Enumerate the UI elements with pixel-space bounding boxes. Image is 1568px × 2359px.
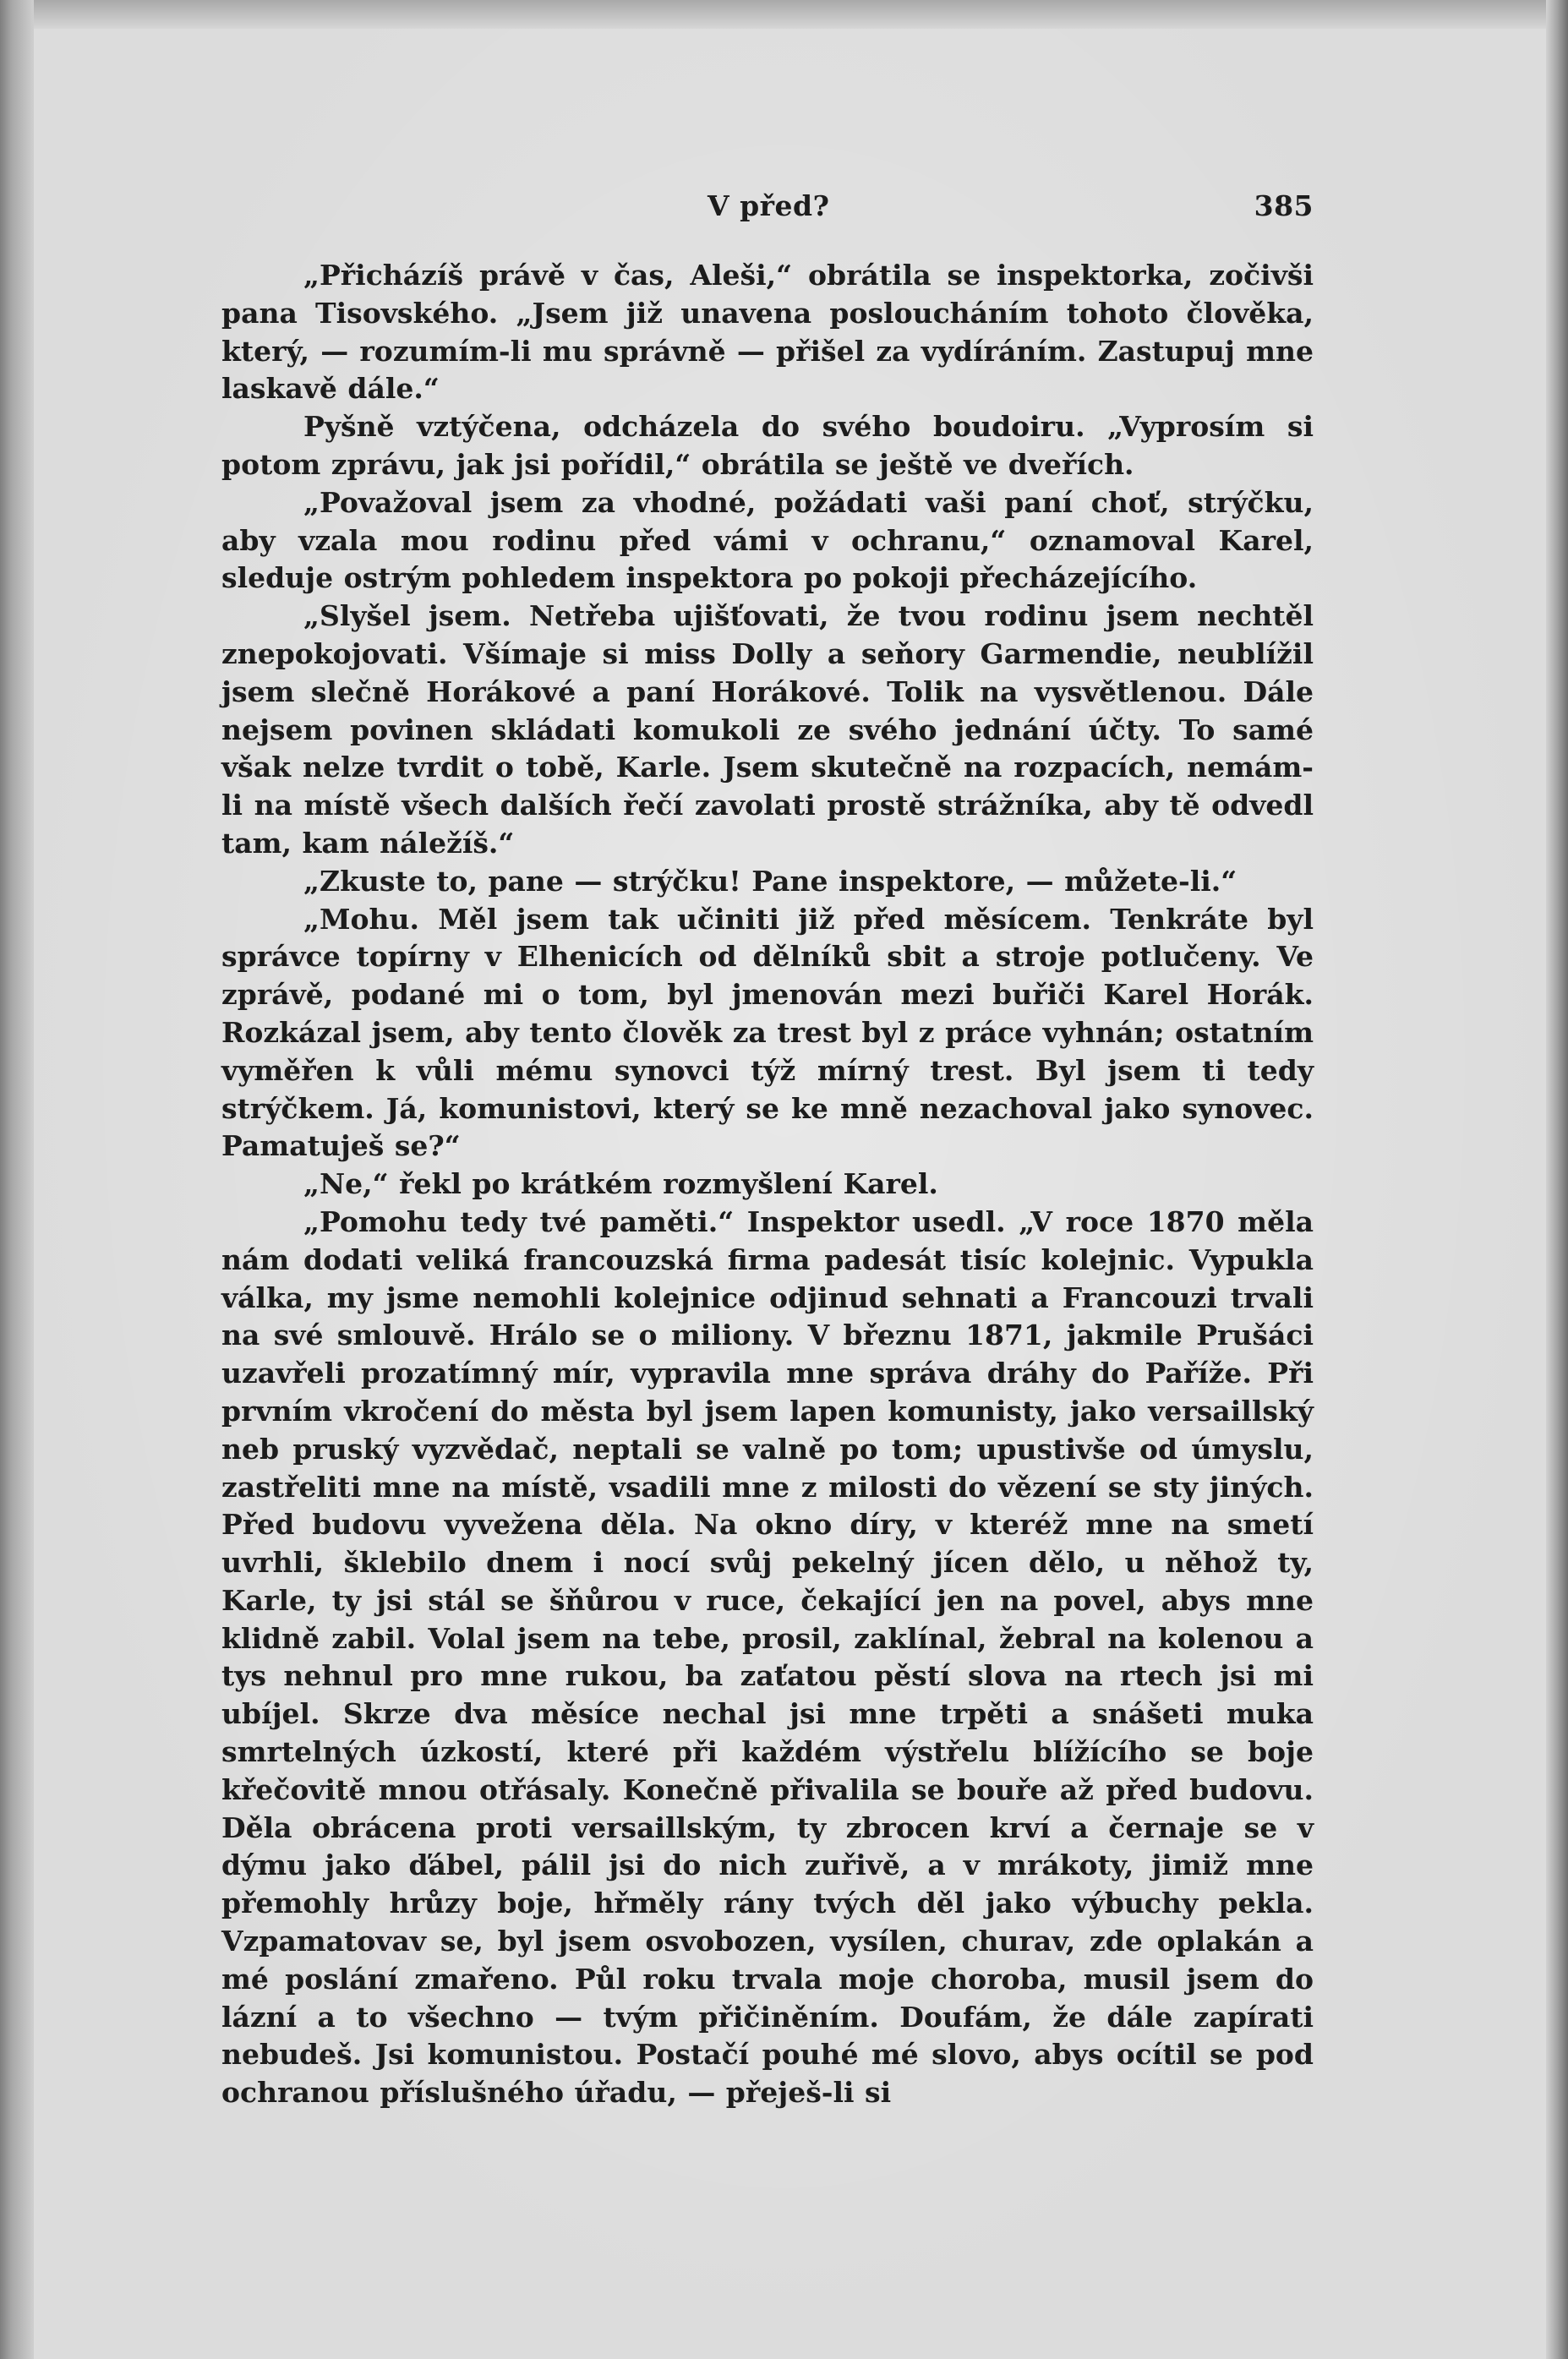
- paragraph: „Pomohu tedy tvé paměti.“ Inspektor usedl. „V roce 1870 měla nám dodati veliká francouzská firma padesát tisíc kolejnic. Vypukla válka, my jsme nemohli kolejnice odjinud sehnati a Francouzi trvali na své smlouvě. Hrálo se o miliony. V březnu 1871, jakmile Prušáci uzavřeli prozatímný mír, vypravila mne správa dráhy do Paříže. Při prvním vkročení do města byl jsem lapen komunisty, jako versaillský neb pruský vyzvědač, neptali se valně po tom; upustivše od úmyslu, zastřeliti mne na místě, vsadili mne z milosti do vězení se sty jiných. Před budovu vyvežena děla. Na okno díry, v kteréž mne na smetí uvrhli, šklebilo dnem i nocí svůj pekelný jícen dělo, u něhož ty, Karle, ty jsi stál se šňůrou v ruce, čekající jen na povel, abys mne klidně zabil. Volal jsem na tebe, prosil, zaklínal, žebral na kolenou a tys nehnul pro mne rukou, ba zaťatou pěstí slova na rtech jsi mi ubíjel. Skrze dva měsíce nechal jsi mne trpěti a snášeti muka smrtelných úzkostí, které při každém výstřelu blížícího se boje křečovitě mnou otřásaly. Konečně přivalila se bouře až před budovu. Děla obrácena proti versaillským, ty zbrocen krví a černaje se v dýmu jako ďábel, pálil jsi do nich zuřivě, a v mrákoty, jimiž mne přemohly hrůzy boje, hřměly rány tvých děl jako výbuchy pekla. Vzpamatovav se, byl jsem osvobozen, vysílen, churav, zde oplakán a mé poslání zmařeno. Půl roku trvala moje choroba, musil jsem do lázní a to všechno — tvým přičiněním. Doufám, že dále zapírati nebudeš. Jsi komunistou. Postačí pouhé mé slovo, abys ocítil se pod ochranou příslušného úřadu, — přeješ-li si: [221, 1204, 1314, 2110]
- paragraph: „Slyšel jsem. Netřeba ujišťovati, že tvou rodinu jsem nechtěl znepokojovati. Všímaje si miss Dolly a seňory Garmendie, neublížil jsem slečně Horákové a paní Horákové. Tolik na vysvětlenou. Dále nejsem povinen skládati komukoli ze svého jednání účty. To samé však nelze tvrdit o tobě, Karle. Jsem skutečně na rozpacích, nemám-li na místě všech dalších řečí zavolati prostě strážníka, aby tě odvedl tam, kam náležíš.“: [221, 599, 1314, 860]
- paragraph: „Zkuste to, pane — strýčku! Pane inspektore, — můžete-li.“: [303, 864, 1237, 898]
- paragraph: „Přicházíš právě v čas, Aleši,“ obrátila se inspektorka, zočivši pana Tisovského. „Jsem již unavena posloucháním tohoto člověka, který, — rozumím-li mu správně — přišel za vydíráním. Zastupuj mne laskavě dále.“: [221, 259, 1314, 406]
- paragraph: „Považoval jsem za vhodné, požádati vaši paní choť, strýčku, aby vzala mou rodinu před vámi v ochranu,“ oznamoval Karel, sleduje ostrým pohledem inspektora po pokoji přecházejícího.: [221, 485, 1314, 595]
- page-edge-right-shadow: [1546, 0, 1568, 2359]
- running-title: V před?: [708, 189, 830, 222]
- paragraph: „Mohu. Měl jsem tak učiniti již před měsícem. Tenkráte byl správce topírny v Elhenicích od dělníků sbit a stroje potlučeny. Ve zprávě, podané mi o tom, byl jmenován mezi buřiči Karel Horák. Rozkázal jsem, aby tento člověk za trest byl z práce vyhnán; ostatním vyměřen k vůli mému synovci týž mírný trest. Byl jsem ti tedy strýčkem. Já, komunistovi, který se ke mně nezachoval jako synovec. Pamatuješ se?“: [221, 902, 1314, 1163]
- page-edge-top-shadow: [0, 0, 1568, 29]
- paragraph: Pyšně vztýčena, odcházela do svého boudoiru. „Vyprosím si potom zprávu, jak jsi pořídil,“ obrátila se ještě ve dveřích.: [221, 410, 1314, 481]
- running-head: [221, 189, 1314, 227]
- book-page: [221, 189, 1314, 2112]
- page-number: 385: [1254, 189, 1314, 222]
- paragraph: „Ne,“ řekl po krátkém rozmyšlení Karel.: [303, 1167, 938, 1201]
- page-edge-left-shadow: [0, 0, 34, 2359]
- body-text: [221, 257, 1314, 2112]
